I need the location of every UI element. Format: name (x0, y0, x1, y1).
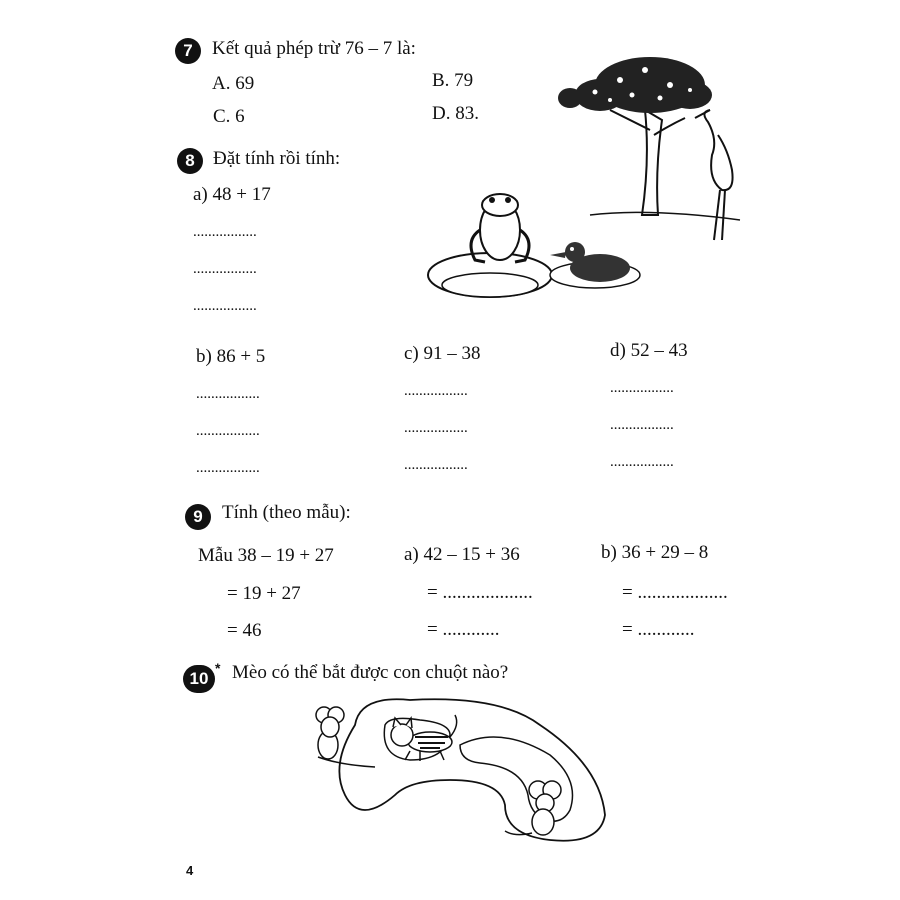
q9-a-result[interactable]: = ............ (427, 619, 500, 640)
answer-line[interactable]: ................. (610, 380, 674, 396)
question-9-text: Tính (theo mẫu): (222, 502, 351, 523)
question-10-text: Mèo có thể bắt được con chuột nào? (232, 662, 509, 683)
q7-option-b: B. 79 (432, 70, 474, 91)
answer-line[interactable]: ................. (193, 298, 257, 314)
answer-line[interactable]: ................. (610, 454, 674, 470)
q7-option-c: C. 6 (213, 106, 245, 127)
cat-mice-maze-illustration (300, 685, 630, 850)
question-7-badge: 7 (175, 38, 201, 64)
page-number: 4 (186, 863, 194, 878)
answer-line[interactable]: ................. (404, 383, 468, 399)
question-7-text: Kết quả phép trừ 76 – 7 là: (212, 38, 416, 59)
frog-duck-illustration (425, 190, 670, 315)
answer-line[interactable]: ................. (196, 386, 260, 402)
q8-part-c: c) 91 – 38 (404, 343, 481, 364)
answer-line[interactable]: ................. (610, 417, 674, 433)
q8-part-b: b) 86 + 5 (196, 346, 266, 367)
answer-line[interactable]: ................. (196, 423, 260, 439)
example-step-1: = 19 + 27 (227, 583, 301, 604)
answer-line[interactable]: ................. (193, 224, 257, 240)
question-9-badge: 9 (185, 504, 211, 530)
challenge-star: * (215, 660, 221, 676)
q9-b-result[interactable]: = ............ (622, 619, 695, 640)
q8-part-a: a) 48 + 17 (193, 184, 271, 205)
q7-option-d: D. 83. (432, 103, 479, 124)
example-expression: Mẫu 38 – 19 + 27 (198, 545, 334, 566)
q9-part-b: b) 36 + 29 – 8 (601, 542, 709, 563)
q8-part-d: d) 52 – 43 (610, 340, 688, 361)
answer-line[interactable]: ................. (193, 261, 257, 277)
answer-line[interactable]: ................. (404, 457, 468, 473)
q9-b-step-1[interactable]: = ................... (622, 582, 728, 603)
answer-line[interactable]: ................. (404, 420, 468, 436)
q9-a-step-1[interactable]: = ................... (427, 582, 533, 603)
question-10-badge: 10 (183, 665, 215, 693)
question-8-text: Đặt tính rồi tính: (213, 148, 341, 169)
q9-part-a: a) 42 – 15 + 36 (404, 544, 520, 565)
q7-option-a: A. 69 (212, 73, 255, 94)
question-8-badge: 8 (177, 148, 203, 174)
answer-line[interactable]: ................. (196, 460, 260, 476)
example-result: = 46 (227, 620, 262, 641)
